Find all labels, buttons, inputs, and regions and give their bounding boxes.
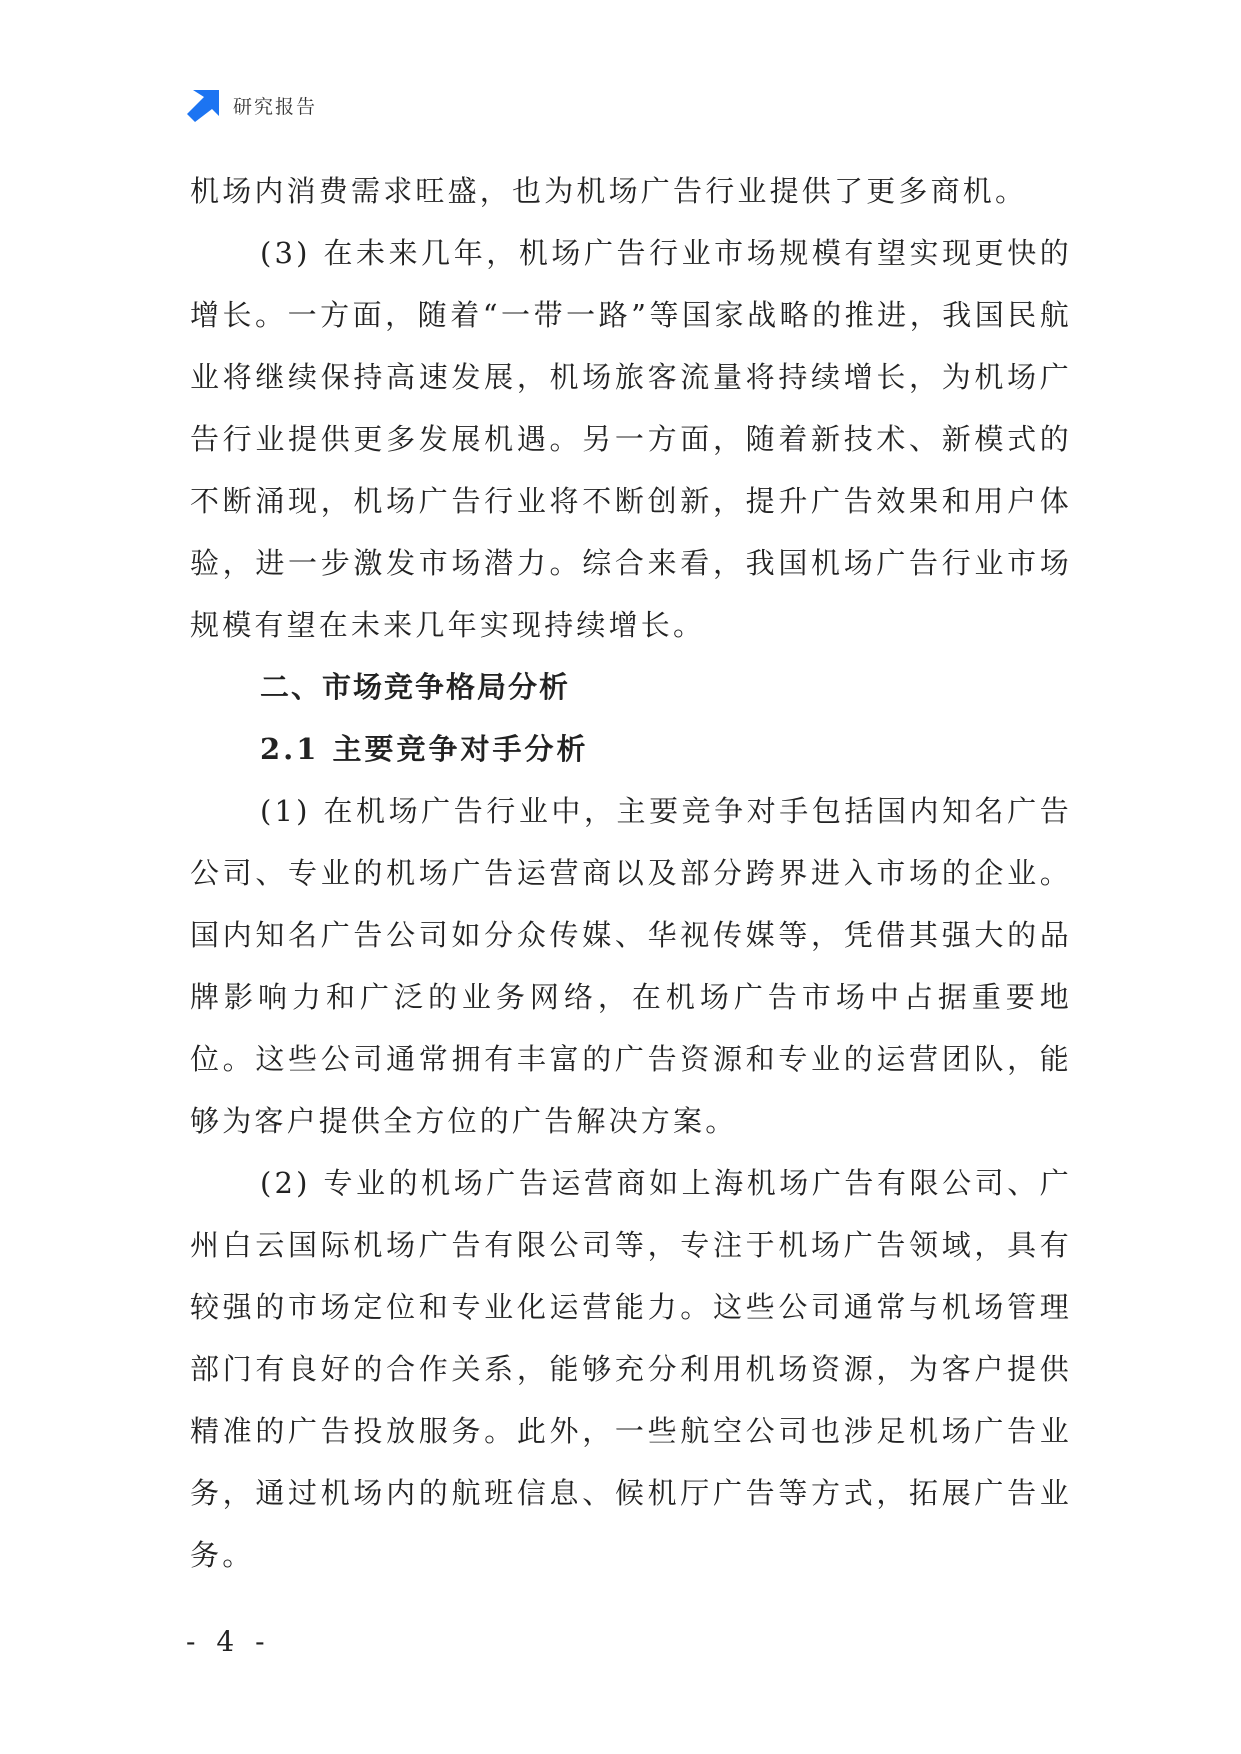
paragraph-continuation: 机场内消费需求旺盛，也为机场广告行业提供了更多商机。 bbox=[190, 174, 1028, 208]
page-number: - 4 - bbox=[186, 1625, 271, 1658]
paragraph-competitors-2: (2) 专业的机场广告运营商如上海机场广告有限公司、广州白云国际机场广告有限公司等，专注于机场广告领域，具有较强的市场定位和专业化运营能力。这些公司通常与机场管理部门有良好的合作关系，能够充分利用机场资源，为客户提供精准的广告投放服务。此外，一些航空公司也涉足机场广告业务，通过机场内的航班信息、候机厅广告等方式，拓展广告业务。 bbox=[190, 1166, 1072, 1572]
document-body bbox=[190, 160, 1072, 1586]
paragraph-market-outlook: (3) 在未来几年，机场广告行业市场规模有望实现更快的增长。一方面，随着“一带一路”等国家战略的推进，我国民航业将继续保持高速发展，机场旅客流量将持续增长，为机场广告行业提供更多发展机遇。另一方面，随着新技术、新模式的不断涌现，机场广告行业将不断创新，提升广告效果和用户体验，进一步激发市场潜力。综合来看，我国机场广告行业市场规模有望在未来几年实现持续增长。 bbox=[190, 236, 1072, 642]
paragraph-competitors-1: (1) 在机场广告行业中，主要竞争对手包括国内知名广告公司、专业的机场广告运营商以及部分跨界进入市场的企业。国内知名广告公司如分众传媒、华视传媒等，凭借其强大的品牌影响力和广泛的业务网络，在机场广告市场中占据重要地位。这些公司通常拥有丰富的广告资源和专业的运营团队，能够为客户提供全方位的广告解决方案。 bbox=[190, 794, 1072, 1138]
header-title: 研究报告 bbox=[233, 95, 318, 118]
report-header bbox=[187, 88, 317, 122]
section-heading: 二、市场竞争格局分析 bbox=[260, 670, 571, 704]
arrow-up-right-icon bbox=[187, 88, 221, 122]
subsection-heading: 2.1 主要竞争对手分析 bbox=[260, 732, 589, 766]
